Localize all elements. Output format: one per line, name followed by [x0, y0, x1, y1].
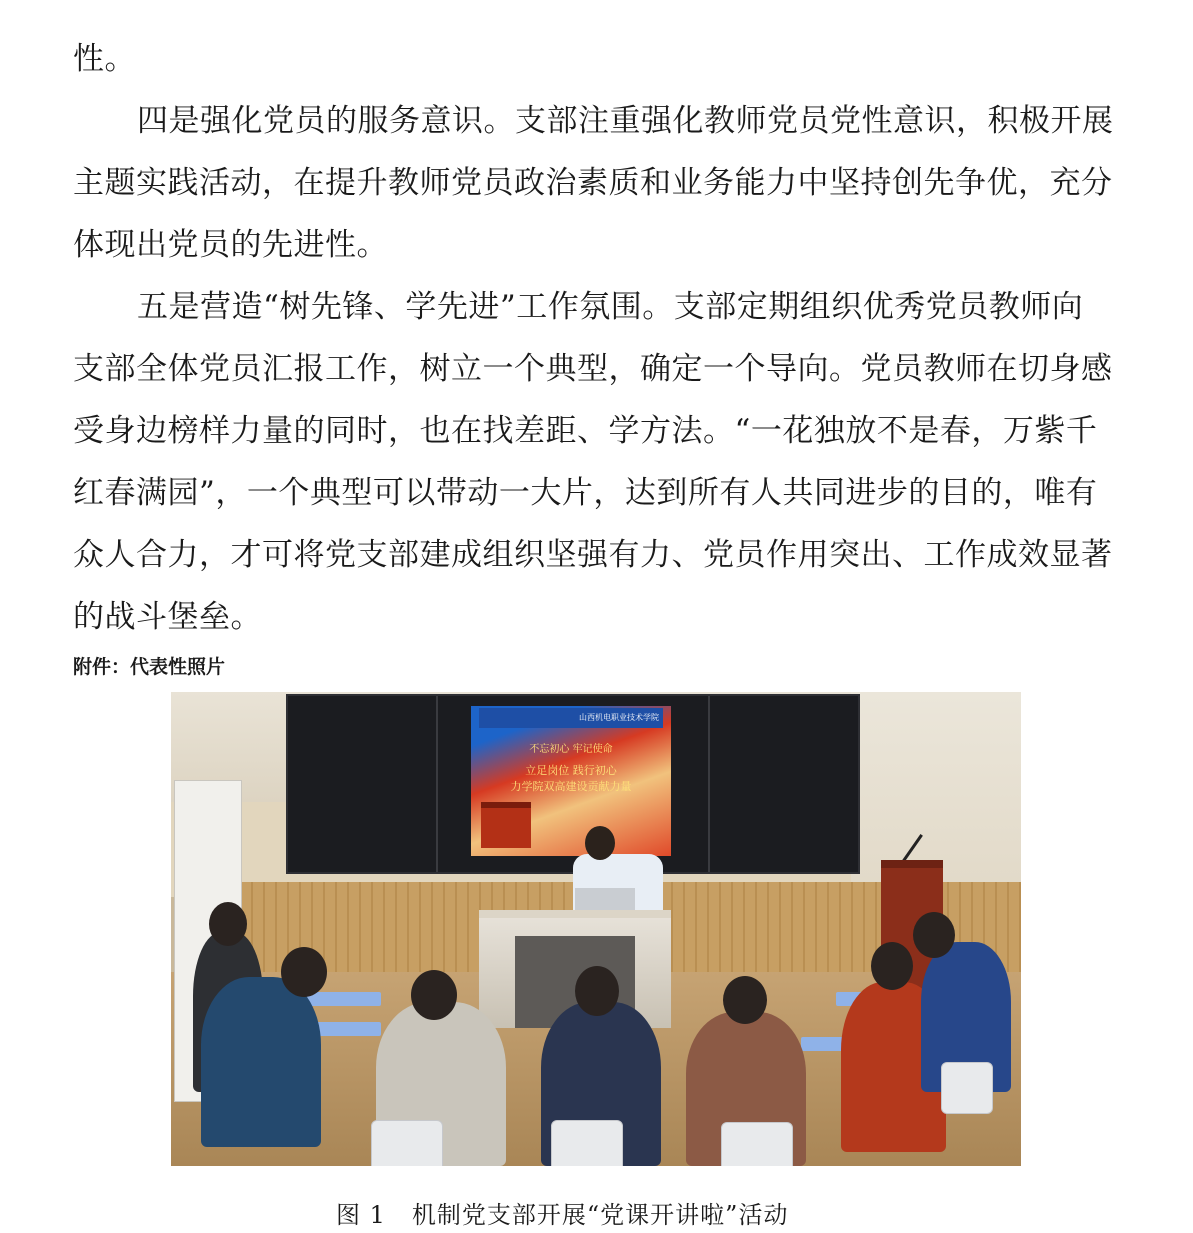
screen-text: 不忘初心 牢记使命 — [529, 744, 613, 755]
paragraph-line: 红春满园”，一个典型可以带动一大片，达到所有人共同进步的目的，唯有 — [73, 475, 1098, 511]
attendee-head — [723, 976, 767, 1024]
tiananmen-graphic — [481, 802, 531, 848]
paragraph-line: 众人合力，才可将党支部建成组织坚强有力、党员作用突出、工作成效显著 — [73, 537, 1113, 573]
figure-number: 图 1 — [336, 1201, 386, 1229]
screen-banner: 山西机电职业技术学院 — [479, 708, 663, 728]
paragraph-line: 受身边榜样力量的同时，也在找差距、学方法。“一花独放不是春，万紫千 — [73, 413, 1098, 449]
meeting-photo — [171, 692, 1021, 1166]
attachment-label: 附件：代表性照片 — [73, 656, 226, 678]
caption-text: 机制党支部开展“党课开讲啦”活动 — [411, 1201, 789, 1229]
attendee — [201, 977, 321, 1147]
attendee-head — [411, 970, 457, 1020]
paragraph-line: 的战斗堡垒。 — [73, 599, 262, 635]
attendee-head — [575, 966, 619, 1016]
paragraph-line: 主题实践活动，在提升教师党员政治素质和业务能力中坚持创先争优，充分 — [73, 165, 1113, 201]
attendee-head — [871, 942, 913, 990]
paragraph-line: 五是营造“树先锋、学先进”工作氛围。支部定期组织优秀党员教师向 — [137, 289, 1084, 325]
chair — [551, 1120, 623, 1166]
chair — [371, 1120, 443, 1166]
chair — [721, 1122, 793, 1166]
paragraph-line: 支部全体党员汇报工作，树立一个典型，确定一个导向。党员教师在切身感 — [73, 351, 1113, 387]
speaker-head — [585, 826, 615, 860]
screen-text: 立足岗位 践行初心 — [525, 764, 617, 777]
attendee-head — [913, 912, 955, 958]
attendee-head — [209, 902, 247, 946]
chair — [941, 1062, 993, 1114]
paragraph-line: 四是强化党员的服务意识。支部注重强化教师党员党性意识，积极开展 — [137, 103, 1114, 139]
screen-text: 力学院双高建设贡献力量 — [510, 780, 632, 793]
projection-screen — [471, 706, 671, 856]
figure-caption — [336, 1195, 788, 1230]
paragraph-line: 性。 — [73, 41, 136, 77]
paragraph-line: 体现出党员的先进性。 — [73, 227, 388, 263]
attendee-head — [281, 947, 327, 997]
